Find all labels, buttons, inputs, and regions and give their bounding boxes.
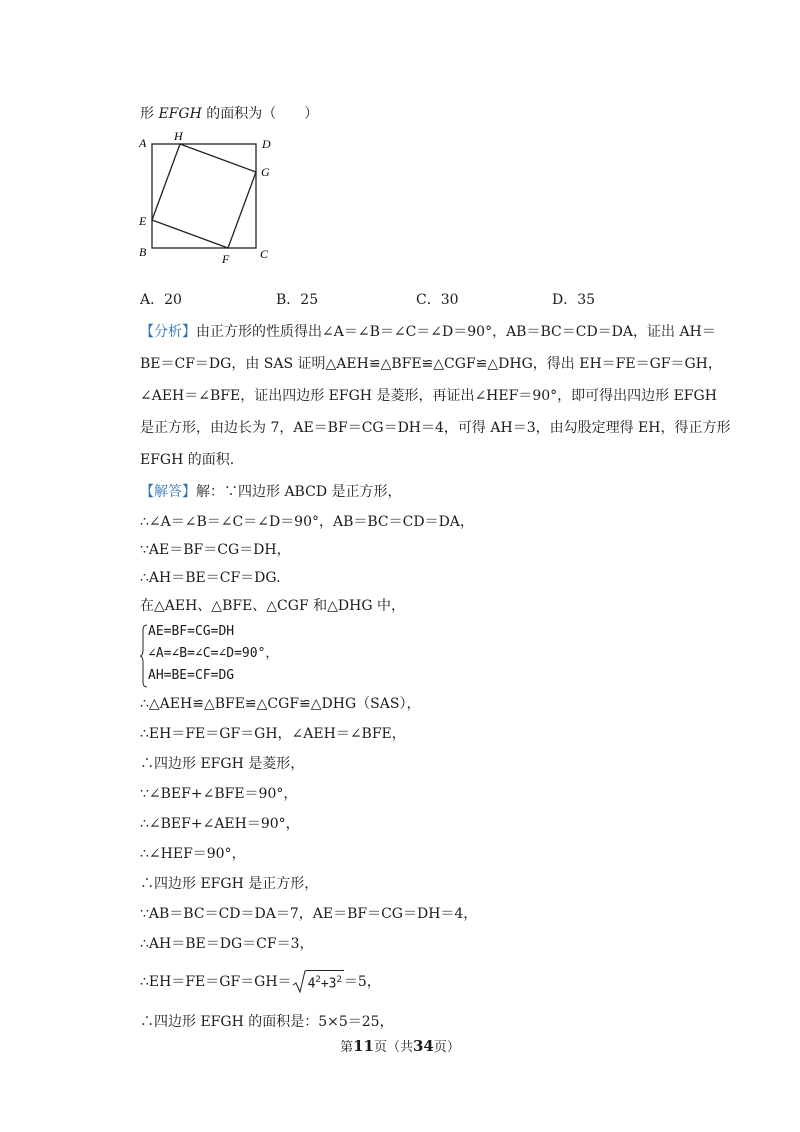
page-footer: 第11页（共34页） [340, 1037, 460, 1055]
analysis-line-2: BE＝CF＝DG，由 SAS 证明△AEH≌△BFE≌△CGF≌△DHG，得出 EH＝FE＝GF＝GH， [140, 356, 722, 372]
solution-line-3: ∴AH＝BE＝CF＝DG. [140, 570, 281, 586]
option-a: A．20 [140, 292, 182, 308]
analysis-line-5: EFGH 的面积. [140, 452, 235, 468]
sqrt-line: ∴EH＝FE＝GF＝GH＝ $4^2+3^2 =5$， [140, 968, 381, 996]
solution-line-13: ∴AH＝BE＝DG＝CF＝3， [140, 936, 314, 952]
analysis-tag: 【分析】 [140, 324, 196, 340]
solution-line-1: ∴∠A＝∠B＝∠C＝∠D＝90°，AB＝BC＝CD＝DA， [140, 514, 474, 530]
system-row-1: AE=BF=CG=DH [148, 624, 235, 639]
system-row-3: AH=BE=CF=DG [148, 668, 235, 683]
solution-line-11: ∴四边形 EFGH 是正方形， [140, 876, 319, 892]
area-line: ∴四边形 EFGH 的面积是：5×5＝25， [140, 1014, 394, 1030]
page-total: 34 [413, 1037, 434, 1055]
label-c: C [260, 247, 269, 261]
solution-line-5: ∴△AEH≌△BFE≌△CGF≌△DHG（SAS）， [140, 696, 421, 712]
label-f: F [222, 252, 230, 266]
label-e: E [139, 214, 147, 228]
solution-line-7: ∴四边形 EFGH 是菱形， [140, 756, 305, 772]
option-d: D．35 [552, 292, 596, 308]
solution-line-12: ∵AB＝BC＝CD＝DA＝7，AE＝BF＝CG＝DH＝4， [140, 906, 478, 922]
solution-line-6: ∴EH＝FE＝GF＝GH，∠AEH＝∠BFE， [140, 726, 406, 742]
page-number: 11 [353, 1037, 374, 1055]
label-b: B [139, 245, 147, 259]
solution-line-9: ∴∠BEF+∠AEH＝90°， [140, 816, 300, 832]
label-a: A [139, 136, 147, 150]
square-figure [136, 128, 286, 268]
solution-line-2: ∵AE＝BF＝CG＝DH， [140, 542, 291, 558]
solution-tag: 【解答】 [140, 484, 196, 500]
solution-line-10: ∴∠HEF＝90°， [140, 846, 246, 862]
analysis-line-3: ∠AEH＝∠BFE，证出四边形 EFGH 是菱形，再证出∠HEF＝90°，即可得出四边形 EFGH [140, 388, 717, 404]
square-abcd [152, 144, 256, 248]
label-d: D [262, 137, 271, 151]
square-efgh [152, 144, 256, 248]
label-h: H [174, 129, 183, 143]
option-b: B．25 [276, 292, 319, 308]
solution-line-8: ∵∠BEF+∠BFE＝90°， [140, 786, 298, 802]
solution-line-4: 在△AEH、△BFE、△CGF 和△DHG 中， [140, 598, 405, 614]
option-c: C．30 [416, 292, 459, 308]
sqrt-expression: $4^2+3^2$ [292, 968, 344, 996]
radical-sign-icon [292, 970, 306, 994]
solution-line-0: 【解答】解：∵四边形 ABCD 是正方形， [140, 484, 402, 500]
left-brace-icon [140, 624, 148, 688]
analysis-line-1: 【分析】由正方形的性质得出∠A＝∠B＝∠C＝∠D＝90°，AB＝BC＝CD＝DA，证出 AH＝ [140, 324, 716, 340]
system-row-2: ∠A=∠B=∠C=∠D=90°， [148, 646, 279, 661]
question-intro: 形 EFGH 的面积为（ ） [140, 106, 319, 122]
analysis-line-4: 是正方形，由边长为 7，AE＝BF＝CG＝DH＝4，可得 AH＝3，由勾股定理得 EH，得正方形 [140, 420, 731, 436]
label-g: G [261, 165, 270, 179]
